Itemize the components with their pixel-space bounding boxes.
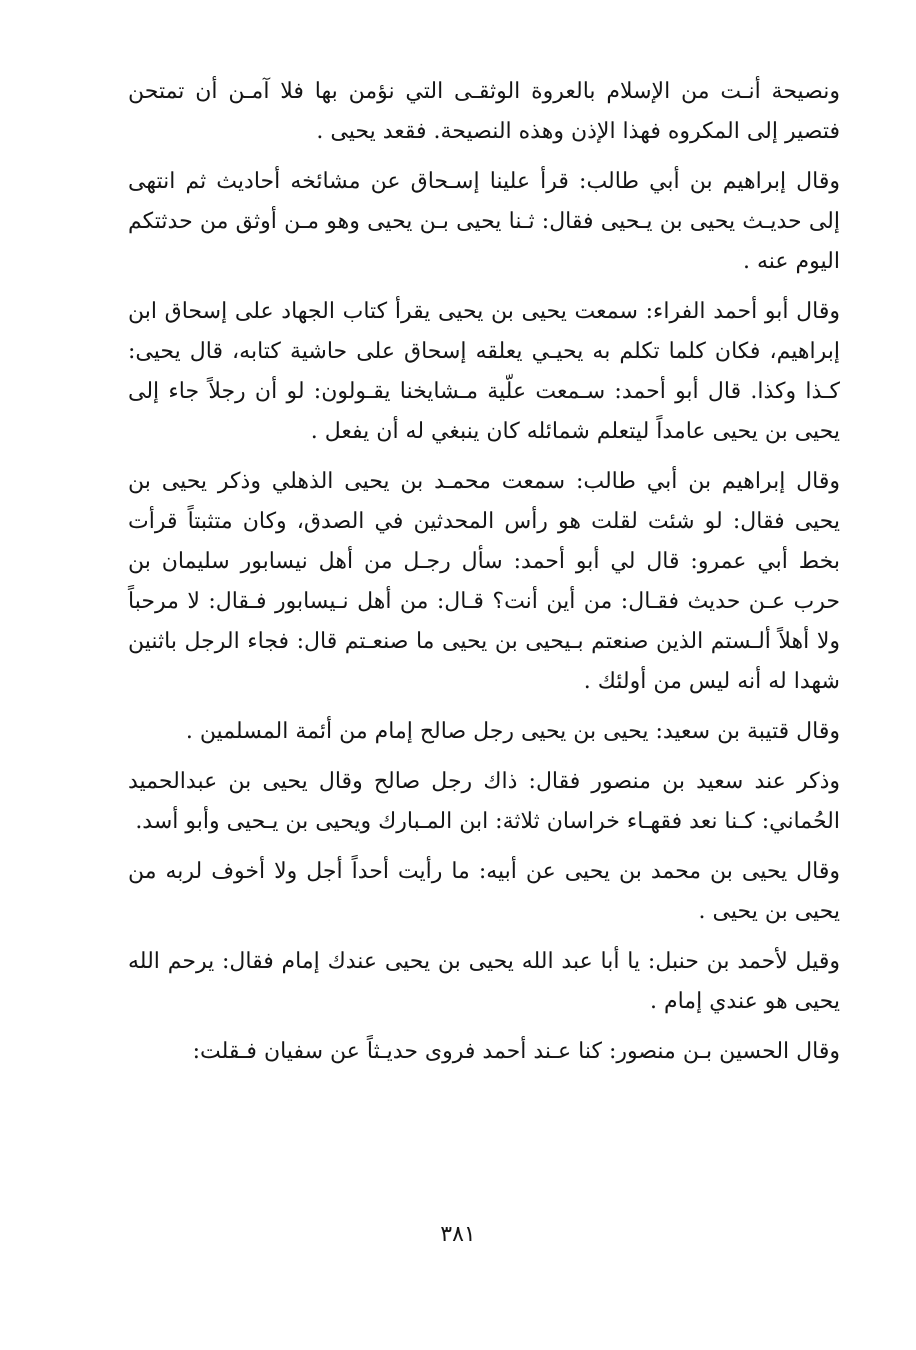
paragraph: وقال أبو أحمد الفراء: سمعت يحيى بن يحيى يقرأ كتاب الجهاد على إسحاق ابن إبراهيم، فكان كلما تكلم به يحيـي يعلقه إسحاق على حاشية كتابه، قال يحيى: كـذا وكذا. قال أبو أحمد: سـمعت علّية مـشايخنا يقـولون: لو أن رجلاً جاء إلى يحيى بن يحيى عامداً ليتعلم شمائله كان ينبغي له أن يفعل . <box>128 299 840 444</box>
paragraph: وذكر عند سعيد بن منصور فقال: ذاك رجل صالح وقال يحيى بن عبدالحميد الحُماني: كـنا نعد فقهـاء خراسان ثلاثة: ابن المـبارك ويحيى بن يـحيى وأبو أسد. <box>128 769 840 834</box>
paragraph: وقال قتيبة بن سعيد: يحيى بن يحيى رجل صالح إمام من أئمة المسلمين . <box>185 719 840 744</box>
paragraph: وقال يحيى بن محمد بن يحيى عن أبيه: ما رأيت أحداً أجل ولا أخوف لربه من يحيى بن يحيى . <box>128 859 840 924</box>
paragraph: وقيل لأحمد بن حنبل: يا أبا عبد الله يحيى بن يحيى عندك إمام فقال: يرحم الله يحيى هو عندي إمام . <box>128 949 840 1014</box>
paragraph: ونصيحة أنـت من الإسلام بالعروة الوثقـى التي نؤمن بها فلا آمـن أن تمتحن فتصير إلى المكروه فهذا الإذن وهذه النصيحة. فقعد يحيى . <box>128 79 840 144</box>
paragraph: وقال الحسين بـن منصور: كنا عـند أحمد فروى حديـثاً عن سفيان فـقلت: <box>192 1039 840 1064</box>
page-body-text <box>128 72 840 1082</box>
paragraph: وقال إبراهيم بن أبي طالب: سمعت محمـد بن يحيى الذهلي وذكر يحيى بن يحيى فقال: لو شئت لقلت هو رأس المحدثين في الصدق، وكان متثبتاً قرأت بخط أبي عمرو: قال لي أبو أحمد: سأل رجـل من أهل نيسابور سليمان بن حرب عـن حديث فقـال: من أين أنت؟ قـال: من أهل نـيسابور فـقال: لا مرحباً ولا أهلاً ألـستم الذين صنعتم بـيحيى بن يحيى ما صنعـتم قال: فجاء الرجل باثنين شهدا له أنه ليس من أولئك . <box>128 469 840 694</box>
paragraph: وقال إبراهيم بن أبي طالب: قرأ علينا إسـحاق عن مشائخه أحاديث ثم انتهى إلى حديـث يحيى بن يـحيى فقال: ثـنا يحيى بـن يحيى وهو مـن أوثق من حدثتكم اليوم عنه . <box>128 169 840 274</box>
page-number: ٣٨١ <box>440 1222 476 1247</box>
